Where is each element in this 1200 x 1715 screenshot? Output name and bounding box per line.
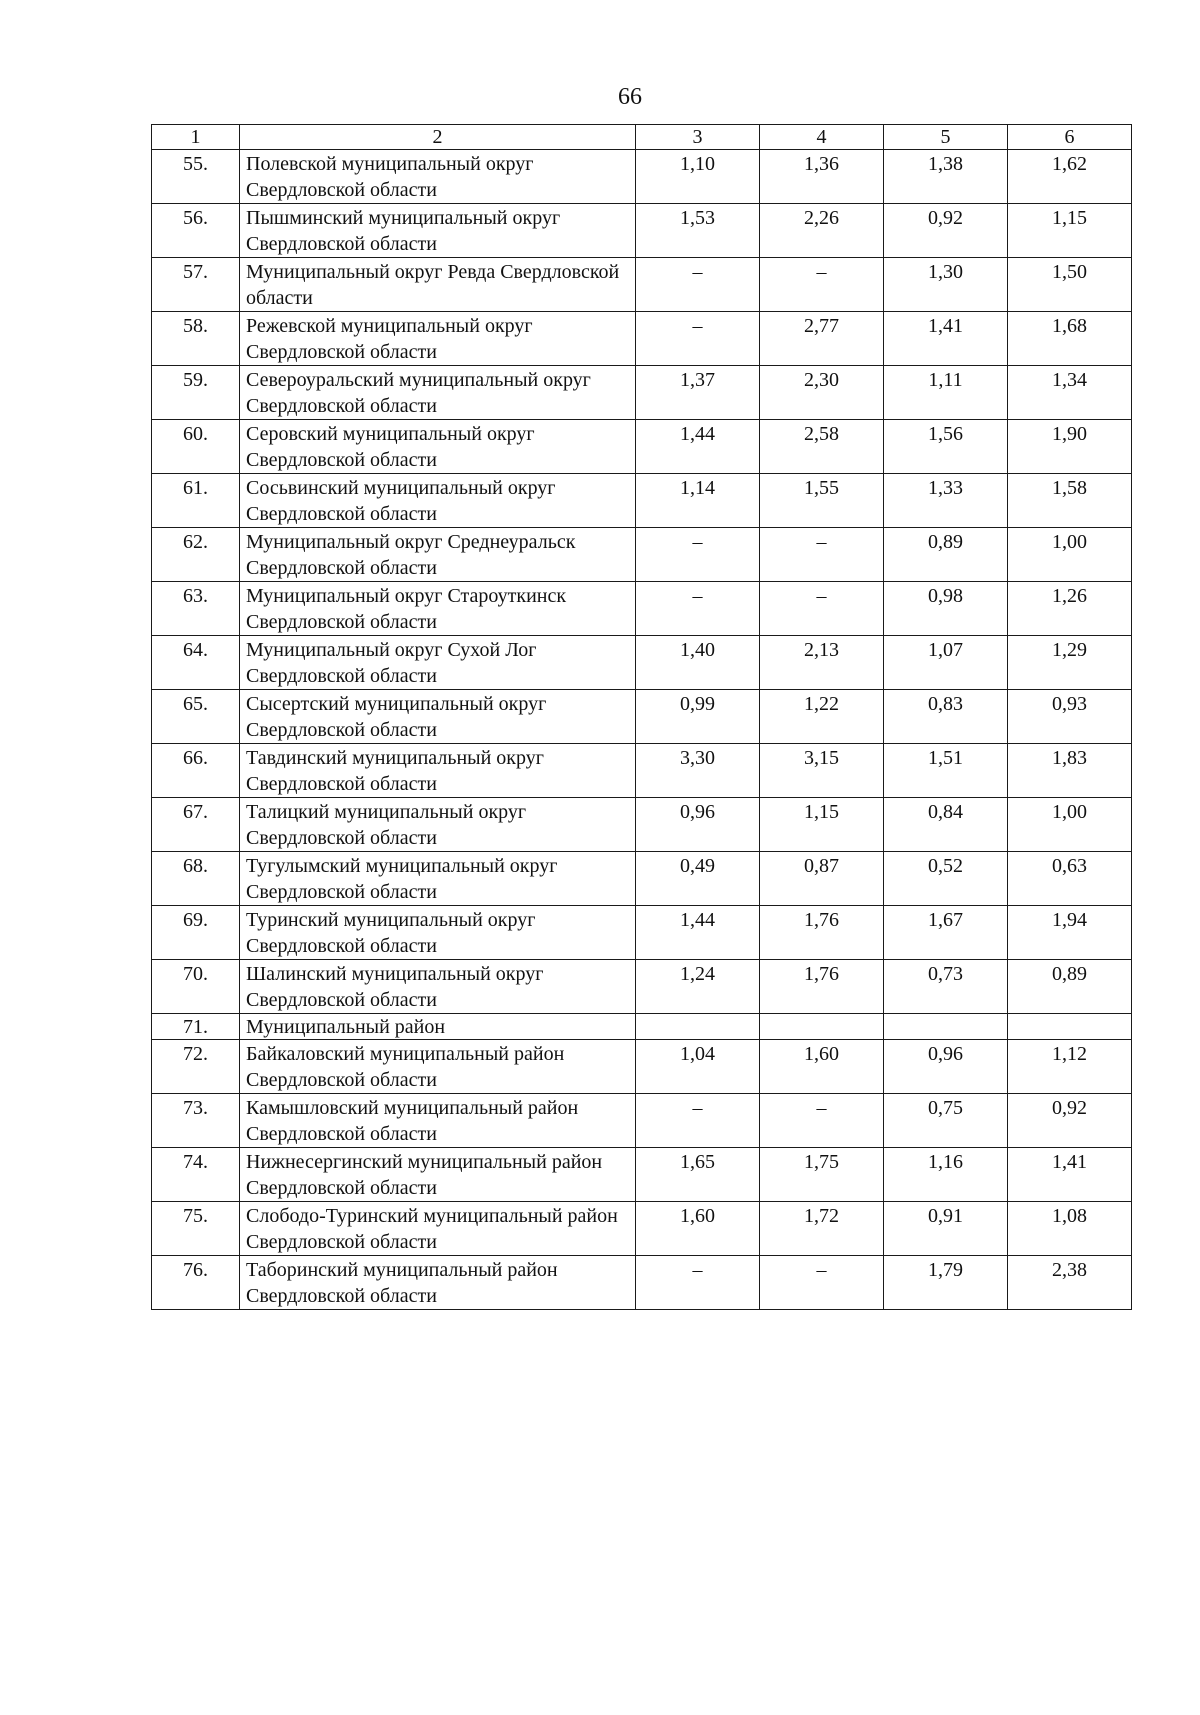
row-col-5: 0,98 [884, 582, 1008, 636]
table-header-row [152, 125, 1132, 150]
row-col-3: 1,37 [636, 366, 760, 420]
row-col-3 [636, 1014, 760, 1040]
row-col-6: 1,00 [1008, 528, 1132, 582]
row-number: 59. [152, 366, 240, 420]
row-name: Шалинский муниципальный округ Свердловской области [240, 960, 636, 1014]
row-col-4: 1,15 [760, 798, 884, 852]
row-col-4: 1,75 [760, 1148, 884, 1202]
row-col-4: 2,77 [760, 312, 884, 366]
table-row [152, 312, 1132, 366]
row-col-3: 3,30 [636, 744, 760, 798]
row-col-5: 0,84 [884, 798, 1008, 852]
row-col-4: 1,76 [760, 906, 884, 960]
row-name: Сысертский муниципальный округ Свердловской области [240, 690, 636, 744]
row-number: 70. [152, 960, 240, 1014]
row-col-4: 1,76 [760, 960, 884, 1014]
row-col-5: 0,89 [884, 528, 1008, 582]
row-number: 73. [152, 1094, 240, 1148]
table-row [152, 744, 1132, 798]
row-col-4: 1,72 [760, 1202, 884, 1256]
table-row [152, 798, 1132, 852]
row-col-5: 1,67 [884, 906, 1008, 960]
row-col-6: 1,29 [1008, 636, 1132, 690]
row-col-5: 1,56 [884, 420, 1008, 474]
row-col-5: 0,52 [884, 852, 1008, 906]
row-col-5: 1,41 [884, 312, 1008, 366]
row-col-6: 1,34 [1008, 366, 1132, 420]
row-name: Серовский муниципальный округ Свердловской области [240, 420, 636, 474]
table-row [152, 528, 1132, 582]
table-row [152, 1202, 1132, 1256]
table-row [152, 204, 1132, 258]
row-col-3: 1,60 [636, 1202, 760, 1256]
header-cell-2: 2 [240, 125, 636, 150]
row-name: Слободо-Туринский муниципальный район Свердловской области [240, 1202, 636, 1256]
row-name: Муниципальный округ Староуткинск Свердловской области [240, 582, 636, 636]
row-number: 75. [152, 1202, 240, 1256]
row-col-4 [760, 1014, 884, 1040]
page-number: 66 [618, 84, 642, 110]
row-name: Североуральский муниципальный округ Свердловской области [240, 366, 636, 420]
table-row [152, 1040, 1132, 1094]
row-number: 71. [152, 1014, 240, 1040]
row-name: Камышловский муниципальный район Свердловской области [240, 1094, 636, 1148]
row-col-4: 1,36 [760, 150, 884, 204]
table-row [152, 420, 1132, 474]
row-col-4: 2,26 [760, 204, 884, 258]
row-col-6: 1,62 [1008, 150, 1132, 204]
row-col-5: 1,16 [884, 1148, 1008, 1202]
row-name: Байкаловский муниципальный район Свердловской области [240, 1040, 636, 1094]
row-col-3: 1,44 [636, 906, 760, 960]
header-cell-1: 1 [152, 125, 240, 150]
row-col-3: 1,10 [636, 150, 760, 204]
header-cell-6: 6 [1008, 125, 1132, 150]
row-number: 58. [152, 312, 240, 366]
row-name: Сосьвинский муниципальный округ Свердловской области [240, 474, 636, 528]
row-col-6: 1,58 [1008, 474, 1132, 528]
row-col-5: 1,30 [884, 258, 1008, 312]
row-col-4: 1,55 [760, 474, 884, 528]
row-col-3: 1,44 [636, 420, 760, 474]
row-col-3: 1,14 [636, 474, 760, 528]
table-row [152, 582, 1132, 636]
row-col-4: – [760, 582, 884, 636]
row-number: 62. [152, 528, 240, 582]
row-col-3: – [636, 528, 760, 582]
row-name: Режевской муниципальный округ Свердловской области [240, 312, 636, 366]
row-col-4: 2,13 [760, 636, 884, 690]
row-number: 74. [152, 1148, 240, 1202]
table-row [152, 1094, 1132, 1148]
row-number: 57. [152, 258, 240, 312]
row-col-5: 0,83 [884, 690, 1008, 744]
row-name: Талицкий муниципальный округ Свердловской области [240, 798, 636, 852]
row-number: 63. [152, 582, 240, 636]
row-col-3: 0,96 [636, 798, 760, 852]
row-number: 64. [152, 636, 240, 690]
row-col-3: 1,40 [636, 636, 760, 690]
row-number: 69. [152, 906, 240, 960]
row-col-5: 1,51 [884, 744, 1008, 798]
row-name: Таборинский муниципальный район Свердловской области [240, 1256, 636, 1310]
row-name: Туринский муниципальный округ Свердловской области [240, 906, 636, 960]
row-number: 56. [152, 204, 240, 258]
row-col-3: – [636, 1094, 760, 1148]
row-col-4: 2,58 [760, 420, 884, 474]
row-number: 65. [152, 690, 240, 744]
table-row [152, 1256, 1132, 1310]
row-col-5: 0,96 [884, 1040, 1008, 1094]
row-col-5: 0,92 [884, 204, 1008, 258]
table-row [152, 960, 1132, 1014]
row-col-5: 0,91 [884, 1202, 1008, 1256]
row-col-4: 1,22 [760, 690, 884, 744]
row-name: Нижнесергинский муниципальный район Свердловской области [240, 1148, 636, 1202]
row-number: 61. [152, 474, 240, 528]
row-col-5: 1,38 [884, 150, 1008, 204]
row-col-4: – [760, 1256, 884, 1310]
row-name: Тавдинский муниципальный округ Свердловской области [240, 744, 636, 798]
row-col-6: 1,50 [1008, 258, 1132, 312]
row-col-6: 1,94 [1008, 906, 1132, 960]
table-row [152, 690, 1132, 744]
table-row [152, 1148, 1132, 1202]
row-name: Пышминский муниципальный округ Свердловской области [240, 204, 636, 258]
row-number: 68. [152, 852, 240, 906]
row-col-5: 1,33 [884, 474, 1008, 528]
row-col-6: 1,08 [1008, 1202, 1132, 1256]
table-body [152, 125, 1132, 1310]
row-col-3: 1,24 [636, 960, 760, 1014]
row-col-6: 0,92 [1008, 1094, 1132, 1148]
table-row [152, 636, 1132, 690]
row-col-6: 1,41 [1008, 1148, 1132, 1202]
row-col-6: 1,90 [1008, 420, 1132, 474]
row-col-6: 1,00 [1008, 798, 1132, 852]
row-col-6: 1,12 [1008, 1040, 1132, 1094]
row-name: Полевской муниципальный округ Свердловской области [240, 150, 636, 204]
row-col-3: 1,04 [636, 1040, 760, 1094]
row-col-6 [1008, 1014, 1132, 1040]
row-col-4: 2,30 [760, 366, 884, 420]
row-col-5 [884, 1014, 1008, 1040]
row-col-3: 0,99 [636, 690, 760, 744]
row-col-6: 1,15 [1008, 204, 1132, 258]
row-col-6: 0,89 [1008, 960, 1132, 1014]
row-number: 55. [152, 150, 240, 204]
row-number: 60. [152, 420, 240, 474]
row-number: 72. [152, 1040, 240, 1094]
table-row [152, 474, 1132, 528]
row-col-3: – [636, 312, 760, 366]
row-col-4: 1,60 [760, 1040, 884, 1094]
data-table [151, 124, 1132, 1310]
table-row [152, 258, 1132, 312]
row-name: Муниципальный округ Сухой Лог Свердловской области [240, 636, 636, 690]
row-col-3: 0,49 [636, 852, 760, 906]
row-name: Муниципальный округ Ревда Свердловской области [240, 258, 636, 312]
row-col-5: 1,07 [884, 636, 1008, 690]
row-col-6: 1,68 [1008, 312, 1132, 366]
row-col-6: 0,93 [1008, 690, 1132, 744]
row-col-5: 1,79 [884, 1256, 1008, 1310]
row-name: Тугулымский муниципальный округ Свердловской области [240, 852, 636, 906]
row-number: 66. [152, 744, 240, 798]
header-cell-4: 4 [760, 125, 884, 150]
table-row [152, 1014, 1132, 1040]
table-row [152, 150, 1132, 204]
table-row [152, 852, 1132, 906]
row-col-4: 0,87 [760, 852, 884, 906]
row-number: 76. [152, 1256, 240, 1310]
row-col-6: 0,63 [1008, 852, 1132, 906]
row-col-5: 0,75 [884, 1094, 1008, 1148]
row-col-3: 1,53 [636, 204, 760, 258]
table-row [152, 366, 1132, 420]
row-col-3: – [636, 258, 760, 312]
row-col-5: 1,11 [884, 366, 1008, 420]
row-col-5: 0,73 [884, 960, 1008, 1014]
header-cell-5: 5 [884, 125, 1008, 150]
row-col-6: 2,38 [1008, 1256, 1132, 1310]
row-col-4: – [760, 528, 884, 582]
row-number: 67. [152, 798, 240, 852]
row-name: Муниципальный район [240, 1014, 636, 1040]
row-name: Муниципальный округ Среднеуральск Свердловской области [240, 528, 636, 582]
row-col-4: – [760, 258, 884, 312]
row-col-6: 1,26 [1008, 582, 1132, 636]
row-col-4: 3,15 [760, 744, 884, 798]
table-row [152, 906, 1132, 960]
row-col-4: – [760, 1094, 884, 1148]
header-cell-3: 3 [636, 125, 760, 150]
row-col-3: – [636, 1256, 760, 1310]
row-col-6: 1,83 [1008, 744, 1132, 798]
row-col-3: – [636, 582, 760, 636]
row-col-3: 1,65 [636, 1148, 760, 1202]
